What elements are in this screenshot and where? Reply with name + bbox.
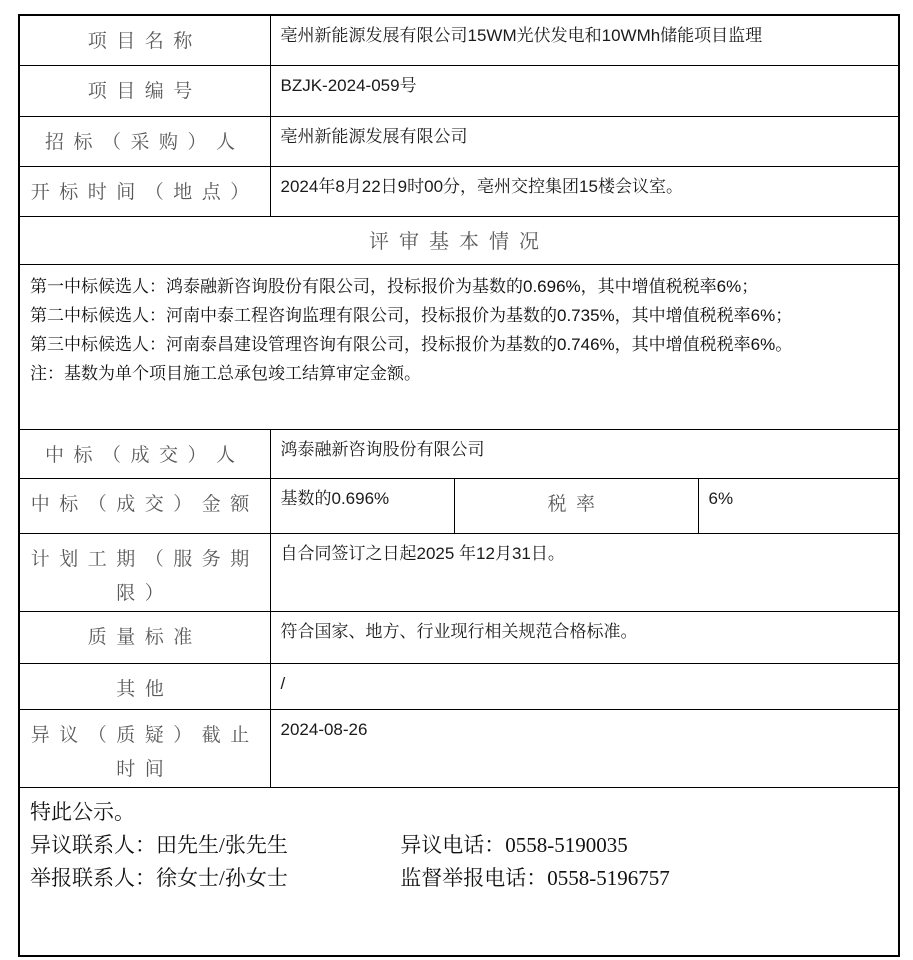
review-header-row	[19, 216, 899, 264]
amount-row	[19, 478, 899, 533]
winner-value: 鸿泰融新咨询股份有限公司	[270, 429, 899, 478]
table-row	[19, 429, 899, 478]
quality-standard-value: 符合国家、地方、行业现行相关规范合格标准。	[270, 611, 899, 663]
objection-deadline-value: 2024-08-26	[270, 709, 899, 787]
objection-deadline-label: 异议（质疑）截止时间	[19, 709, 270, 787]
winner-label: 中标（成交）人	[19, 429, 270, 478]
project-name-label: 项目名称	[19, 15, 270, 65]
table-row	[19, 533, 899, 611]
amount-label: 中标（成交）金额	[19, 478, 270, 533]
table-row	[19, 663, 899, 709]
schedule-value: 自合同签订之日起2025 年12月31日。	[270, 533, 899, 611]
table-row	[19, 15, 899, 65]
report-phone: 监督举报电话：0558-5196757	[400, 865, 670, 890]
review-note: 注：基数为单个项目施工总承包竣工结算审定金额。	[30, 363, 421, 383]
review-body-cell	[19, 264, 899, 429]
schedule-label: 计划工期（服务期限）	[19, 533, 270, 611]
objection-contact-line	[30, 829, 888, 862]
tax-rate-value: 6%	[698, 478, 899, 533]
table-row	[19, 166, 899, 216]
report-contact-line	[30, 862, 888, 895]
tax-rate-label: 税率	[454, 478, 698, 533]
objection-phone: 异议电话：0558-5190035	[400, 832, 628, 857]
footer-row	[19, 787, 899, 956]
project-number-label: 项目编号	[19, 65, 270, 116]
table-row	[19, 709, 899, 787]
report-contact: 举报联系人：徐女士/孙女士	[30, 865, 288, 890]
amount-value: 基数的0.696%	[270, 478, 454, 533]
other-value: /	[270, 663, 899, 709]
footer-cell	[19, 787, 899, 956]
review-line-2: 第二中标候选人：河南中泰工程咨询监理有限公司，投标报价为基数的0.735%，其中增值税税率6%；	[30, 305, 793, 325]
review-section-title: 评审基本情况	[19, 216, 899, 264]
table-row	[19, 65, 899, 116]
bid-opening-value: 2024年8月22日9时00分，亳州交控集团15楼会议室。	[270, 166, 899, 216]
project-name-value: 亳州新能源发展有限公司15WM光伏发电和10WMh储能项目监理	[270, 15, 899, 65]
table-row	[19, 116, 899, 166]
bid-announcement-table	[18, 14, 900, 957]
tenderee-value: 亳州新能源发展有限公司	[270, 116, 899, 166]
table-row	[19, 611, 899, 663]
tenderee-label: 招标（采购）人	[19, 116, 270, 166]
review-body-row	[19, 264, 899, 429]
objection-contact: 异议联系人：田先生/张先生	[30, 832, 288, 857]
bid-opening-label: 开标时间（地点）	[19, 166, 270, 216]
other-label: 其他	[19, 663, 270, 709]
review-line-1: 第一中标候选人：鸿泰融新咨询股份有限公司，投标报价为基数的0.696%，其中增值税税率6%；	[30, 276, 759, 296]
project-number-value: BZJK-2024-059号	[270, 65, 899, 116]
quality-standard-label: 质量标准	[19, 611, 270, 663]
review-line-3: 第三中标候选人：河南泰昌建设管理咨询有限公司，投标报价为基数的0.746%，其中增值税税率6%。	[30, 334, 793, 354]
public-notice-text: 特此公示。	[30, 799, 135, 824]
